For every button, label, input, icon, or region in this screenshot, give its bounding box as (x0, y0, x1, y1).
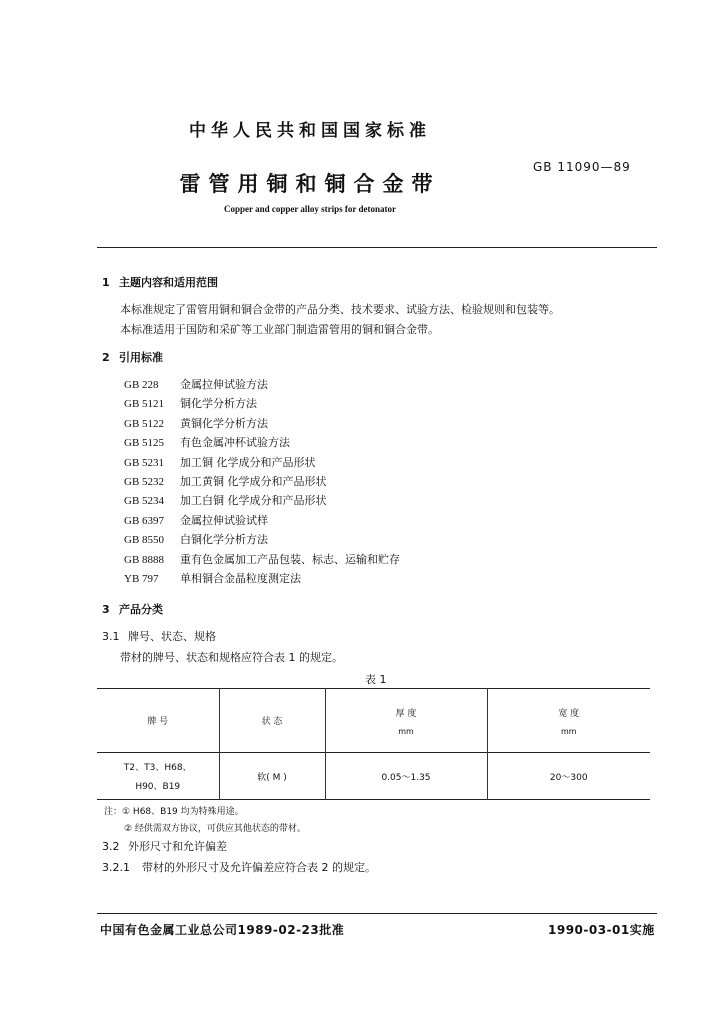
header-thickness-label: 厚 度 (395, 708, 417, 719)
reference-title: 加工铜 化学成分和产品形状 (180, 455, 316, 469)
approval-line: 中国有色金属工业总公司1989-02-23批准 (100, 923, 345, 937)
reference-title: 黄铜化学分析方法 (180, 416, 268, 430)
reference-code: GB 5121 (124, 398, 165, 411)
section-number: 3 (102, 603, 110, 616)
table-note: ② 经供需双方协议，可供应其他状态的带材。 (124, 824, 306, 834)
cell-width: 20～300 (487, 753, 650, 800)
header-state: 状 态 (219, 689, 325, 753)
header-width (487, 689, 650, 753)
table-row (97, 753, 650, 800)
reference-title: 金属拉伸试验试样 (180, 513, 268, 527)
cell-state: 软( M ) (219, 753, 325, 800)
header-width-unit: mm (560, 726, 577, 736)
header-width-label: 宽 度 (558, 708, 580, 719)
section-number: 2 (102, 351, 110, 364)
reference-item (124, 551, 524, 570)
footer-divider (97, 913, 657, 914)
reference-code: GB 6397 (124, 514, 165, 527)
section-1-paragraph: 本标准适用于国防和采矿等工业部门制造雷管用的铜和铜合金带。 (120, 323, 439, 336)
reference-title: 加工白铜 化学成分和产品形状 (180, 494, 327, 508)
reference-item (124, 531, 524, 550)
reference-title: 有色金属冲杯试验方法 (180, 436, 290, 450)
subsection-title: 牌号、状态、规格 (128, 630, 216, 643)
reference-item (124, 376, 524, 395)
reference-code: GB 5122 (124, 417, 165, 430)
subsection-number: 3.2.1 (102, 861, 130, 874)
reference-item (124, 415, 524, 434)
implementation-date: 1990-03-01实施 (548, 923, 655, 937)
cell-grade-line: T2、T3、H68、 (123, 763, 192, 773)
section-1-heading (102, 274, 218, 290)
section-2-heading (102, 349, 163, 365)
reference-code: GB 228 (124, 379, 159, 391)
reference-title: 铜化学分析方法 (180, 397, 257, 411)
section-title: 主题内容和适用范围 (119, 276, 218, 289)
header-thickness-unit: mm (398, 726, 414, 736)
subsection-3-2-heading (102, 838, 227, 854)
subsection-3-2-1 (102, 859, 376, 875)
subsection-title: 外形尺寸和允许偏差 (128, 840, 227, 853)
reference-item (124, 434, 524, 453)
reference-item (124, 570, 524, 589)
reference-code: GB 5234 (124, 495, 165, 508)
reference-item (124, 454, 524, 473)
section-title: 产品分类 (119, 603, 163, 616)
reference-code: GB 5125 (124, 437, 165, 450)
reference-title: 单相铜合金晶粒度测定法 (180, 571, 301, 585)
standard-number: GB 11090—89 (533, 160, 631, 174)
reference-title: 金属拉伸试验方法 (180, 378, 268, 391)
section-number: 1 (102, 276, 110, 289)
header-grade: 牌 号 (147, 717, 169, 727)
subsection-3-1-text: 带材的牌号、状态和规格应符合表 1 的规定。 (120, 651, 343, 664)
reference-code: YB 797 (124, 572, 159, 585)
reference-title: 白铜化学分析方法 (180, 533, 268, 547)
reference-list (124, 376, 524, 589)
reference-code: GB 8550 (124, 534, 165, 547)
document-title-english: Copper and copper alloy strips for detonator (223, 204, 396, 214)
reference-item (124, 512, 524, 531)
reference-item (124, 492, 524, 511)
reference-code: GB 5231 (124, 456, 165, 469)
table-caption: 表 1 (365, 673, 387, 686)
subsection-text: 带材的外形尺寸及允许偏差应符合表 2 的规定。 (142, 861, 376, 874)
table-header-row (97, 689, 650, 753)
cell-thickness: 0.05～1.35 (325, 753, 487, 800)
reference-code: GB 8888 (124, 553, 165, 566)
reference-title: 加工黄铜 化学成分和产品形状 (180, 474, 327, 488)
table-1 (97, 688, 650, 800)
subsection-number: 3.1 (102, 630, 120, 643)
section-3-heading (102, 601, 163, 617)
reference-item (124, 395, 524, 414)
issuing-organization: 中华人民共和国国家标准 (189, 121, 431, 141)
section-1-paragraph: 本标准规定了雷管用铜和铜合金带的产品分类、技术要求、试验方法、检验规则和包装等。 (120, 303, 560, 316)
reference-title: 重有色金属加工产品包装、标志、运输和贮存 (180, 552, 400, 566)
subsection-3-1-heading (102, 628, 216, 644)
section-title: 引用标准 (119, 351, 163, 364)
subsection-number: 3.2 (102, 840, 120, 853)
reference-code: GB 5232 (124, 475, 165, 488)
document-title: 雷管用铜和铜合金带 (179, 172, 441, 196)
header-divider (97, 247, 657, 248)
cell-grade (97, 753, 219, 800)
table-note: 注：① H68、B19 均为特殊用途。 (104, 807, 244, 817)
reference-item (124, 473, 524, 492)
cell-grade-line: H90、B19 (135, 782, 181, 792)
header-thickness (325, 689, 487, 753)
